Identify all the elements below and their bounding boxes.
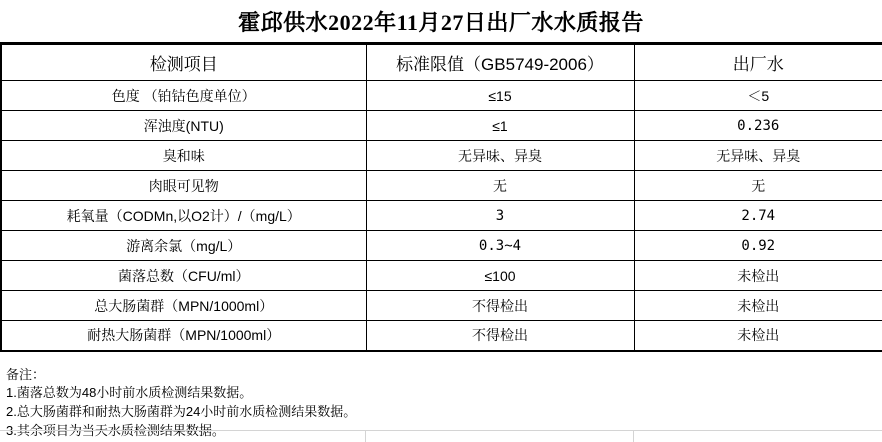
cell-output: 未检出 bbox=[634, 261, 882, 291]
table-row bbox=[1, 261, 882, 291]
column-header-output: 出厂水 bbox=[634, 45, 882, 81]
cell-output: 无 bbox=[634, 171, 882, 201]
cell-output: 未检出 bbox=[634, 321, 882, 351]
table-row bbox=[1, 111, 882, 141]
cell-output: 0.92 bbox=[634, 231, 882, 261]
cell-item: 浑浊度(NTU) bbox=[1, 111, 366, 141]
sheet-grid-tick bbox=[633, 430, 634, 442]
cell-output: ＜5 bbox=[634, 81, 882, 111]
cell-standard: 无 bbox=[366, 171, 634, 201]
sheet-grid-line bbox=[0, 430, 882, 431]
cell-standard: ≤15 bbox=[366, 81, 634, 111]
cell-item: 菌落总数（CFU/ml） bbox=[1, 261, 366, 291]
table-row bbox=[1, 291, 882, 321]
cell-output: 无异味、异臭 bbox=[634, 141, 882, 171]
cell-output: 2.74 bbox=[634, 201, 882, 231]
cell-output: 0.236 bbox=[634, 111, 882, 141]
note-line: 3.其余项目为当天水质检测结果数据。 bbox=[6, 423, 225, 439]
cell-standard: 3 bbox=[366, 201, 634, 231]
table-row bbox=[1, 231, 882, 261]
cell-item: 耗氧量（CODMn,以O2计）/（mg/L） bbox=[1, 201, 366, 231]
cell-standard: ≤100 bbox=[366, 261, 634, 291]
table-row bbox=[1, 141, 882, 171]
note-line: 1.菌落总数为48小时前水质检测结果数据。 bbox=[6, 385, 253, 401]
cell-item: 耐热大肠菌群（MPN/1000ml） bbox=[1, 321, 366, 351]
cell-item: 臭和味 bbox=[1, 141, 366, 171]
cell-item: 肉眼可见物 bbox=[1, 171, 366, 201]
cell-standard: 不得检出 bbox=[366, 291, 634, 321]
table-row bbox=[1, 81, 882, 111]
table-row bbox=[1, 321, 882, 351]
sheet-grid-tick bbox=[365, 430, 366, 442]
column-header-standard: 标准限值（GB5749-2006） bbox=[366, 45, 634, 81]
page-title: 霍邱供水2022年11月27日出厂水水质报告 bbox=[238, 9, 644, 35]
cell-standard: 不得检出 bbox=[366, 321, 634, 351]
cell-item: 游离余氯（mg/L） bbox=[1, 231, 366, 261]
table-row bbox=[1, 201, 882, 231]
cell-standard: 无异味、异臭 bbox=[366, 141, 634, 171]
table-header-row bbox=[1, 45, 882, 81]
note-line: 2.总大肠菌群和耐热大肠菌群为24小时前水质检测结果数据。 bbox=[6, 404, 357, 420]
cell-standard: ≤1 bbox=[366, 111, 634, 141]
cell-item: 总大肠菌群（MPN/1000ml） bbox=[1, 291, 366, 321]
cell-item: 色度 （铂钴色度单位） bbox=[1, 81, 366, 111]
cell-output: 未检出 bbox=[634, 291, 882, 321]
notes-label: 备注： bbox=[6, 366, 46, 382]
column-header-item: 检测项目 bbox=[1, 45, 366, 81]
water-quality-table bbox=[0, 44, 882, 352]
table-row bbox=[1, 171, 882, 201]
cell-standard: 0.3~4 bbox=[366, 231, 634, 261]
report-title-row bbox=[0, 0, 882, 44]
